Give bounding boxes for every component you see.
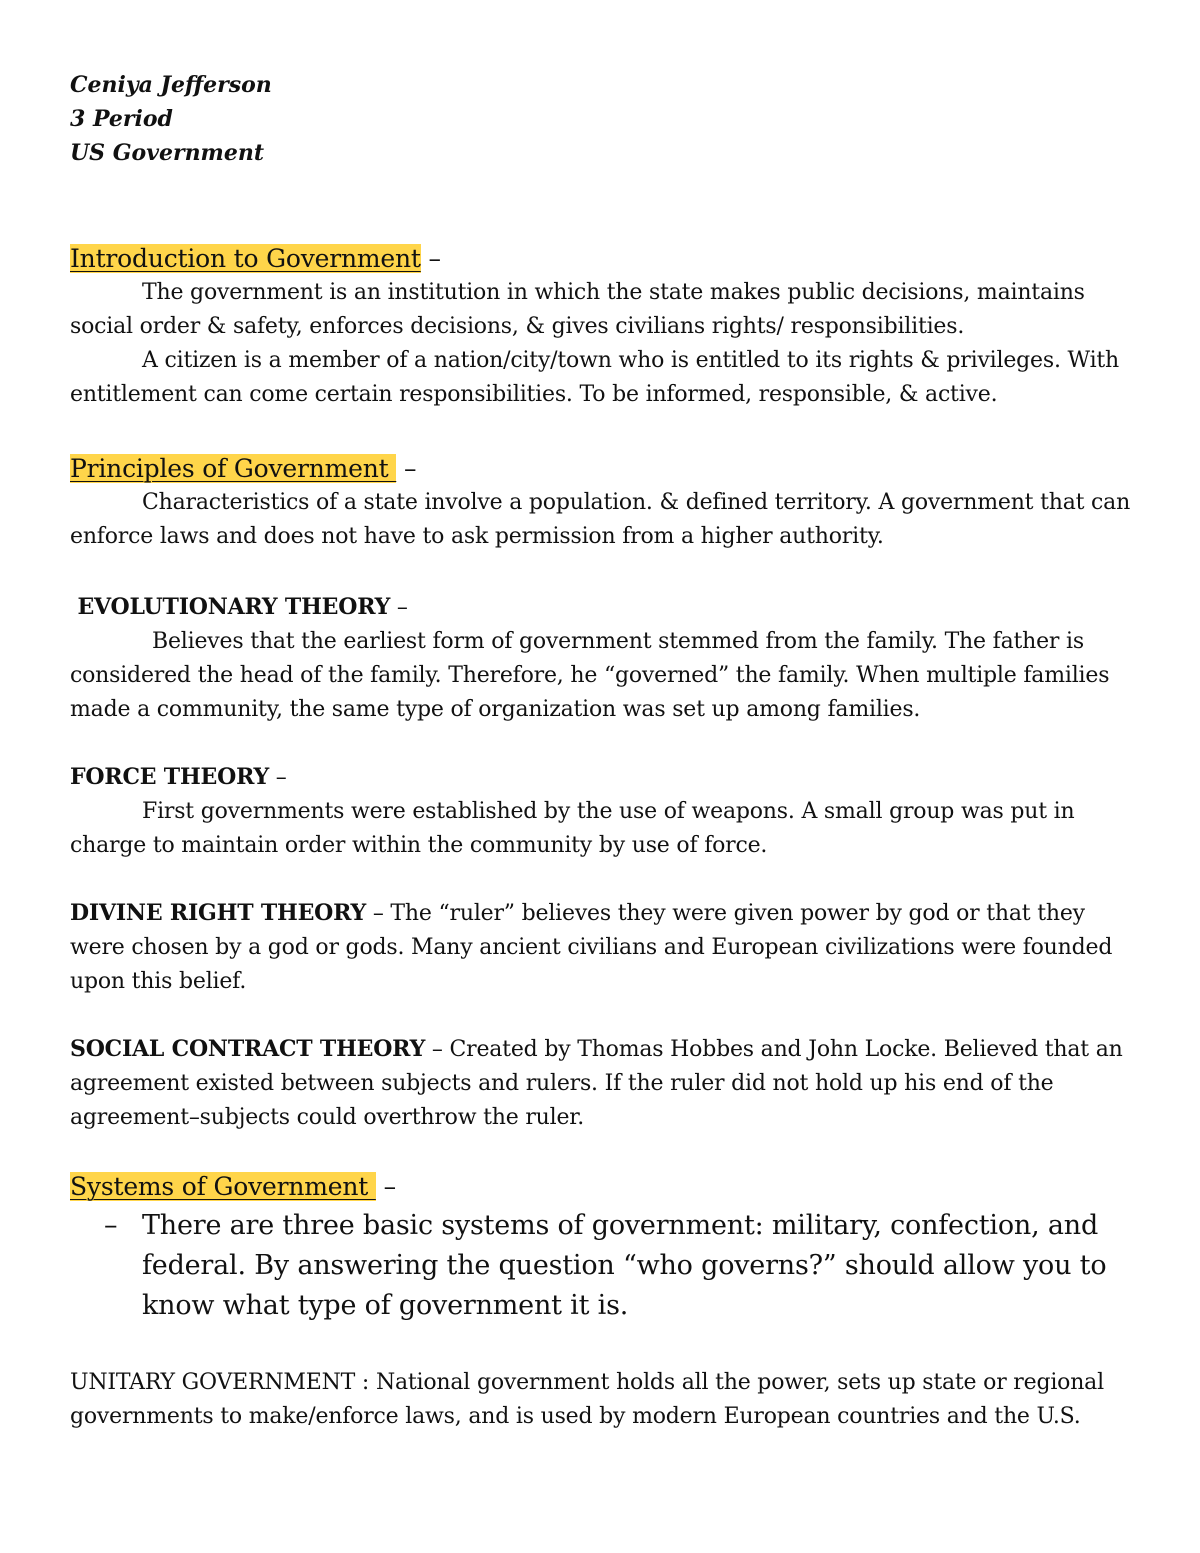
evolutionary-heading: [70, 590, 1140, 625]
intro-paragraph-1: The government is an institution in which the state makes public decisions, maintains social order & safety, enforces decisions, & gives civilians rights/ responsibilities.: [70, 280, 1085, 339]
divine-paragraph: [70, 896, 1140, 999]
intro-paragraph-2: A citizen is a member of a nation/city/town who is entitled to its rights & privileges. With entitlement can come certain responsibilities. To be informed, responsible, & active.: [70, 348, 1120, 407]
divine-text: – The “ruler” believes they were given power by god or that they were chosen by a god or gods. Many ancient civilians and European civilizations were founded upon this belief.: [70, 901, 1113, 994]
intro-heading-dash: –: [420, 244, 441, 273]
systems-bullet-text: There are three basic systems of government: military, confection, and federal. By answering the question “who governs?” should allow you to know what type of government it is.: [142, 1210, 1107, 1321]
evolutionary-title: EVOLUTIONARY THEORY: [70, 594, 391, 620]
course-name: US Government: [70, 140, 264, 166]
social-text: – Created by Thomas Hobbes and John Locke. Believed that an agreement existed between subjects and rulers. If the ruler did not hold up his end of the agreement–subjects could overthrow the ruler.: [70, 1037, 1123, 1130]
class-period: 3 Period: [70, 106, 173, 132]
unitary-paragraph: UNITARY GOVERNMENT : National government holds all the power, sets up state or regional governments to make/enforce laws, and is used by modern European countries and the U.S.: [70, 1370, 1104, 1429]
force-paragraph: First governments were established by the use of weapons. A small group was put in charge to maintain order within the community by use of force.: [70, 799, 1075, 858]
force-title: FORCE THEORY: [70, 764, 270, 790]
systems-bullet: [104, 1206, 1144, 1326]
social-paragraph: [70, 1032, 1140, 1135]
unitary-section: [70, 1366, 1140, 1434]
force-dash: –: [269, 765, 287, 790]
systems-heading-dash: –: [375, 1172, 396, 1201]
systems-heading-text: Systems of Government: [70, 1172, 376, 1201]
systems-section: [70, 1170, 1140, 1204]
principles-heading: [70, 452, 1140, 486]
principles-heading-dash: –: [396, 454, 417, 483]
principles-heading-text: Principles of Government: [70, 454, 397, 483]
divine-title: DIVINE RIGHT THEORY: [70, 900, 367, 926]
systems-heading: [70, 1170, 1140, 1204]
evolutionary-dash: –: [390, 595, 408, 620]
force-section: [70, 760, 1140, 863]
intro-section: [70, 242, 1140, 412]
student-header: [70, 68, 272, 170]
intro-heading: [70, 242, 1140, 276]
intro-heading-text: Introduction to Government: [70, 244, 421, 273]
evolutionary-paragraph: Believes that the earliest form of government stemmed from the family. The father is considered the head of the family. Therefore, he “governed” the family. When multiple families made a community, the same type of organization was set up among families.: [70, 629, 1110, 722]
social-title: SOCIAL CONTRACT THEORY: [70, 1036, 426, 1062]
divine-section: [70, 896, 1140, 999]
principles-paragraph: Characteristics of a state involve a population. & defined territory. A government that can enforce laws and does not have to ask permission from a higher authority.: [70, 490, 1131, 549]
principles-section: [70, 452, 1140, 554]
force-heading: [70, 760, 1140, 795]
social-section: [70, 1032, 1140, 1135]
bullet-dash: –: [104, 1210, 118, 1241]
evolutionary-section: [70, 590, 1140, 727]
student-name: Ceniya Jefferson: [70, 72, 272, 98]
